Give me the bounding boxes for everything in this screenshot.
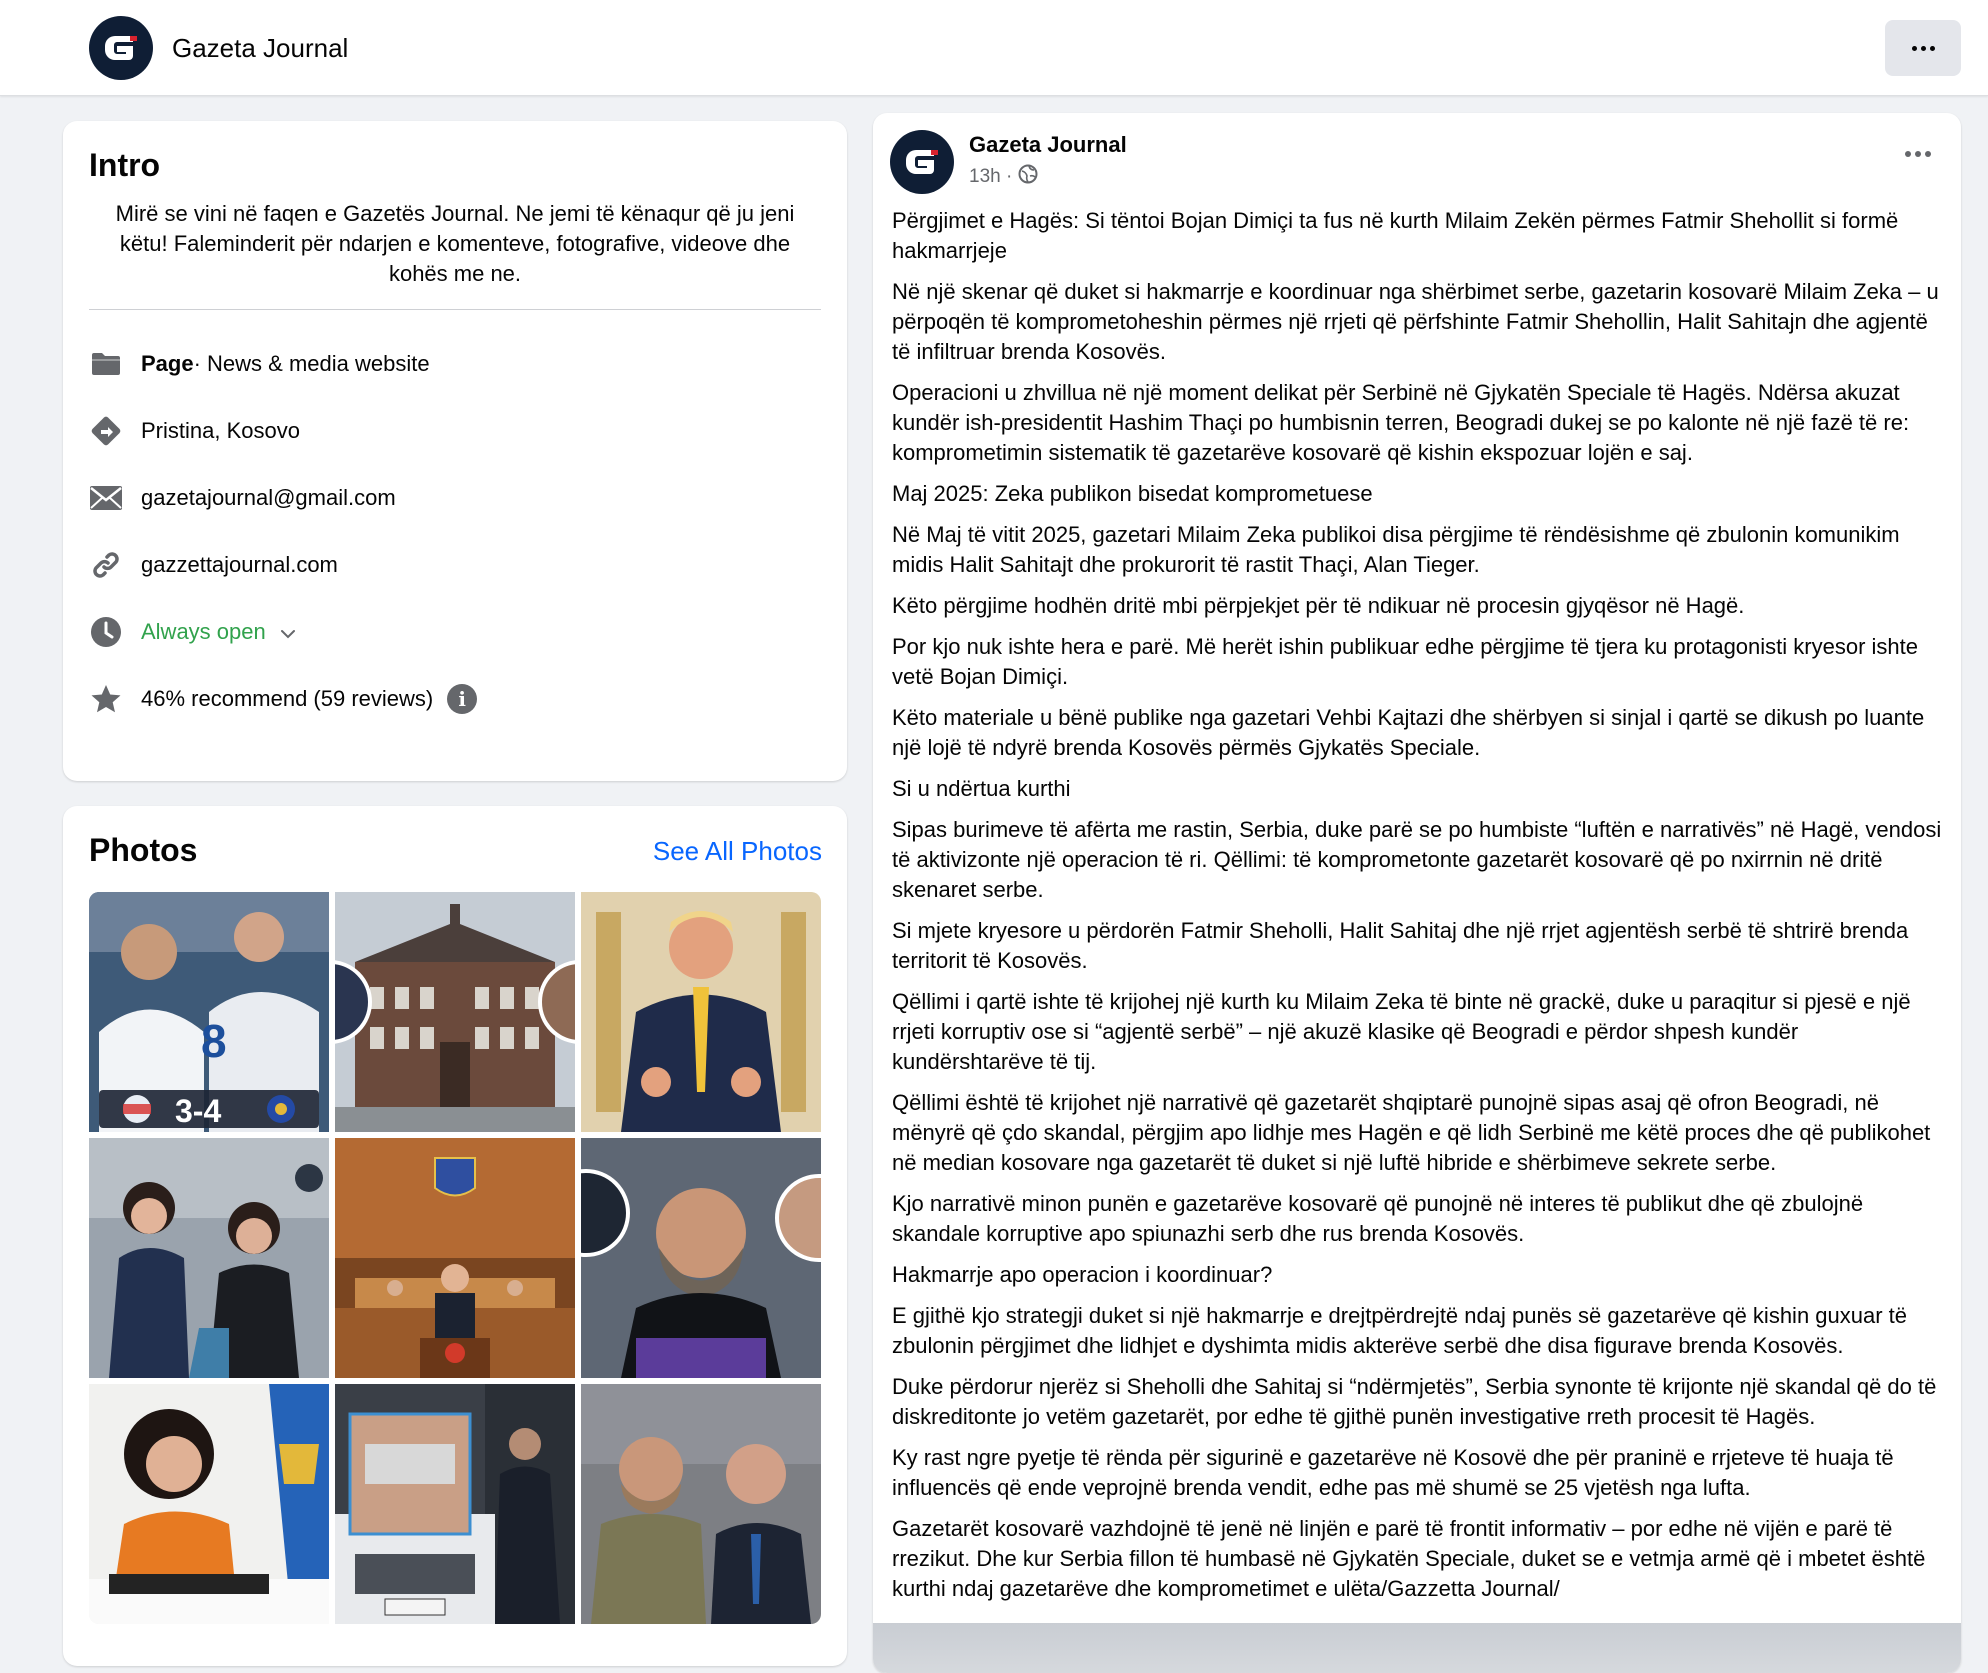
see-all-photos-link[interactable]: See All Photos: [652, 836, 822, 866]
email-link[interactable]: gazetajournal@gmail.com: [141, 485, 396, 510]
post-paragraph: E gjithë kjo strategji duket si një hakmarrje e drejtpërdrejtë ndaj punës së gazetarëve që kishin guxuar të zbulonin përgjimet dhe lidhjet e dyshimta midis akterëve serbë dhe disa figurave brenda Kosovës.: [892, 1303, 1908, 1358]
post-text: [892, 206, 1947, 1615]
directions-icon: [89, 414, 123, 448]
photo-thumbnail[interactable]: [335, 892, 575, 1132]
post-paragraph: Këto përgjime hodhën dritë mbi përpjekjet për të ndikuar në procesin gjyqësor në Hagë.: [892, 593, 1745, 618]
svg-text:8: 8: [201, 1015, 227, 1067]
post-paragraph: Si mjete kryesore u përdorën Fatmir Sheholli, Halit Sahitaj dhe një rrjet agjentësh serbë të shtrirë brenda territorit të Kosovës.: [892, 918, 1909, 973]
post-paragraph: Si u ndërtua kurthi: [892, 776, 1071, 801]
chevron-down-icon[interactable]: [280, 619, 296, 645]
photo-thumbnail[interactable]: [89, 892, 329, 1132]
post-paragraph: Këto materiale u bënë publike nga gazetari Vehbi Kajtazi dhe shërbyen si sinjal i qartë se dikush po luante një lojë të ndyrë brenda Kosovës përmës Gjykatës Speciale.: [892, 705, 1925, 760]
post-paragraph: Kjo narrativë minon punën e gazetarëve kosovarë që punojnë në interes të publikut dhe që zbulojnë skandale korruptive apo spiunazhi serb dhe rus brenda Kosovës.: [892, 1191, 1864, 1246]
post-avatar[interactable]: [890, 130, 954, 194]
globe-icon: [1018, 164, 1038, 190]
info-row-email: [89, 481, 396, 515]
info-row-rating: [89, 682, 477, 716]
star-icon: [89, 682, 123, 716]
info-icon[interactable]: i: [447, 684, 477, 714]
post-paragraph: Ky rast ngre pyetje të rënda për sigurinë e gazetarëve në Kosovë dhe për praninë e rrjeteve të huaja të influencës që ende veprojnë brenda vendit, edhe pas më shumë se 25 vjetësh nga lufta.: [892, 1445, 1894, 1500]
info-row-category: [89, 347, 430, 381]
intro-title: Intro: [89, 147, 161, 183]
post-paragraph: Duke përdorur njerëz si Sheholli dhe Sahitaj si “ndërmjetës”, Serbia synonte të krijonte një skandal që do të diskreditonte jo vetëm gazetarët, por edhe të gjithë punën investigative rreth procesit të Hagës.: [892, 1374, 1937, 1429]
g-logo-icon: [89, 16, 153, 80]
location-text[interactable]: Pristina, Kosovo: [141, 418, 300, 443]
post-options-button[interactable]: [1905, 151, 1931, 157]
photos-card: [63, 806, 847, 1666]
post-paragraph: Gazetarët kosovarë vazhdojnë të jenë në linjën e parë të frontit informativ – por edhe në vijën e parë të rrezikut. Dhe kur Serbia fillon të humbasë në Gjykatën Speciale, duket se e vetmja armë që i mbetet është kurthi ndaj gazetarëve dhe komprometimet e ulëta/Gazzetta Journal/: [892, 1516, 1926, 1601]
top-bar: [0, 0, 1988, 96]
photo-thumbnail[interactable]: [581, 892, 821, 1132]
page-label: Page: [141, 351, 194, 376]
hours-dropdown[interactable]: Always open: [141, 619, 266, 644]
info-row-location: [89, 414, 300, 448]
photo-thumbnail[interactable]: [89, 1384, 329, 1624]
more-dots-icon: [1905, 151, 1931, 157]
page-flag-icon: [89, 347, 123, 381]
post-paragraph: Qëllimi është të krijohet një narrativë që gazetarët shqiptarë punojnë sipas asaj që ofron Beogradi, në mënyrë që çdo skandal, përgjim apo lidhje mes Hagën e që lidh Serbinë me këtë proces dhe që publikohet në median kosovare nga gazetarët të duket si një luftë hibride e shërbimeve sekrete serbe.: [892, 1090, 1931, 1175]
photo-thumbnail[interactable]: [335, 1138, 575, 1378]
clock-icon: [89, 615, 123, 649]
photo-thumbnail[interactable]: [335, 1384, 575, 1624]
photo-thumbnail[interactable]: [581, 1138, 821, 1378]
post-paragraph: Në një skenar që duket si hakmarrje e koordinuar nga shërbimet serbe, gazetarin kosovarë Milaim Zeka – u përpoqën të komprometoheshin përmes një rrjeti që përfshinte Fatmir Shehollin, Halit Sahitajn dhe agjentë të infiltruar brenda Kosovës.: [892, 279, 1939, 364]
more-options-button[interactable]: [1885, 20, 1961, 76]
post-author-name[interactable]: Gazeta Journal: [969, 132, 1127, 157]
post-paragraph: Përgjimet e Hagës: Si tëntoi Bojan Dimiçi ta fus në kurth Milaim Zekën përmes Fatmir Shehollit si formë hakmarrjeje: [892, 208, 1899, 263]
post-paragraph: Në Maj të vitit 2025, gazetari Milaim Zeka publikoi disa përgjime të rëndësishme që zbulonin komunikim midis Halit Sahitajt dhe prokurorit të rastit Thaçi, Alan Tieger.: [892, 522, 1900, 577]
score-label: 3-4: [175, 1093, 222, 1129]
photo-thumbnail[interactable]: [89, 1138, 329, 1378]
divider: [89, 309, 821, 310]
post-paragraph: Maj 2025: Zeka publikon bisedat komprometuese: [892, 481, 1373, 506]
rating-text: 46% recommend (59 reviews): [141, 686, 434, 711]
photo-thumbnail[interactable]: [581, 1384, 821, 1624]
intro-card: [63, 121, 847, 781]
website-link[interactable]: gazzettajournal.com: [141, 552, 338, 577]
envelope-icon: [89, 481, 123, 515]
post-paragraph: Operacioni u zhvillua në një moment delikat për Serbinë në Gjykatën Speciale të Hagës. Ndërsa akuzat kundër ish-presidentit Hashim Thaçi po humbisnin terren, Beogradi dukej se po kalonte në një fazë të re: komprometimin sistematik të gazetarëve kosovarë që kishin ekspozuar lojën e saj.: [892, 380, 1910, 465]
page-title[interactable]: Gazeta Journal: [172, 33, 349, 63]
post-image[interactable]: [873, 1623, 1961, 1673]
info-row-website: [89, 548, 338, 582]
info-row-hours: [89, 615, 296, 649]
post-timestamp[interactable]: 13h ·: [969, 166, 1013, 187]
post-card: [873, 113, 1961, 1673]
post-paragraph: Sipas burimeve të afërta me rastin, Serbia, duke parë se po humbiste “luftën e narrativës” në Hagë, vendosi të aktivizonte një operacion të ri. Qëllimi: të komprometonte gazetarët kosovarë që po nxirrnin në dritë skenaret serbe.: [892, 817, 1942, 902]
photos-title: Photos: [89, 832, 198, 868]
category-text: · News & media website: [193, 351, 430, 376]
post-paragraph: Qëllimi i qartë ishte të krijohej një kurth ku Milaim Zeka të binte në grackë, duke u paraqitur si pjesë e një rrjeti korruptiv ose si “agjentë serbë” – një akuzë klasike që Beogradi e përdor shpesh kundër kundërshtarëve të tij.: [892, 989, 1911, 1074]
g-logo-icon: [890, 130, 954, 194]
post-paragraph: Hakmarrje apo operacion i koordinuar?: [892, 1262, 1273, 1287]
more-dots-icon: [1912, 46, 1935, 51]
intro-bio: Mirë se vini në faqen e Gazetës Journal. Ne jemi të kënaqur që ju jeni këtu! Faleminderit për ndarjen e komenteve, fotografive, videove dhe kohës me ne.: [115, 201, 795, 286]
photo-grid: [89, 892, 821, 1624]
page-logo[interactable]: [89, 16, 153, 80]
post-paragraph: Por kjo nuk ishte hera e parë. Më herët ishin publikuar edhe përgjime të tjera ku protagonisti kryesor ishte vetë Bojan Dimiçi.: [892, 634, 1918, 689]
link-icon: [89, 548, 123, 582]
post-meta: [969, 164, 1038, 190]
